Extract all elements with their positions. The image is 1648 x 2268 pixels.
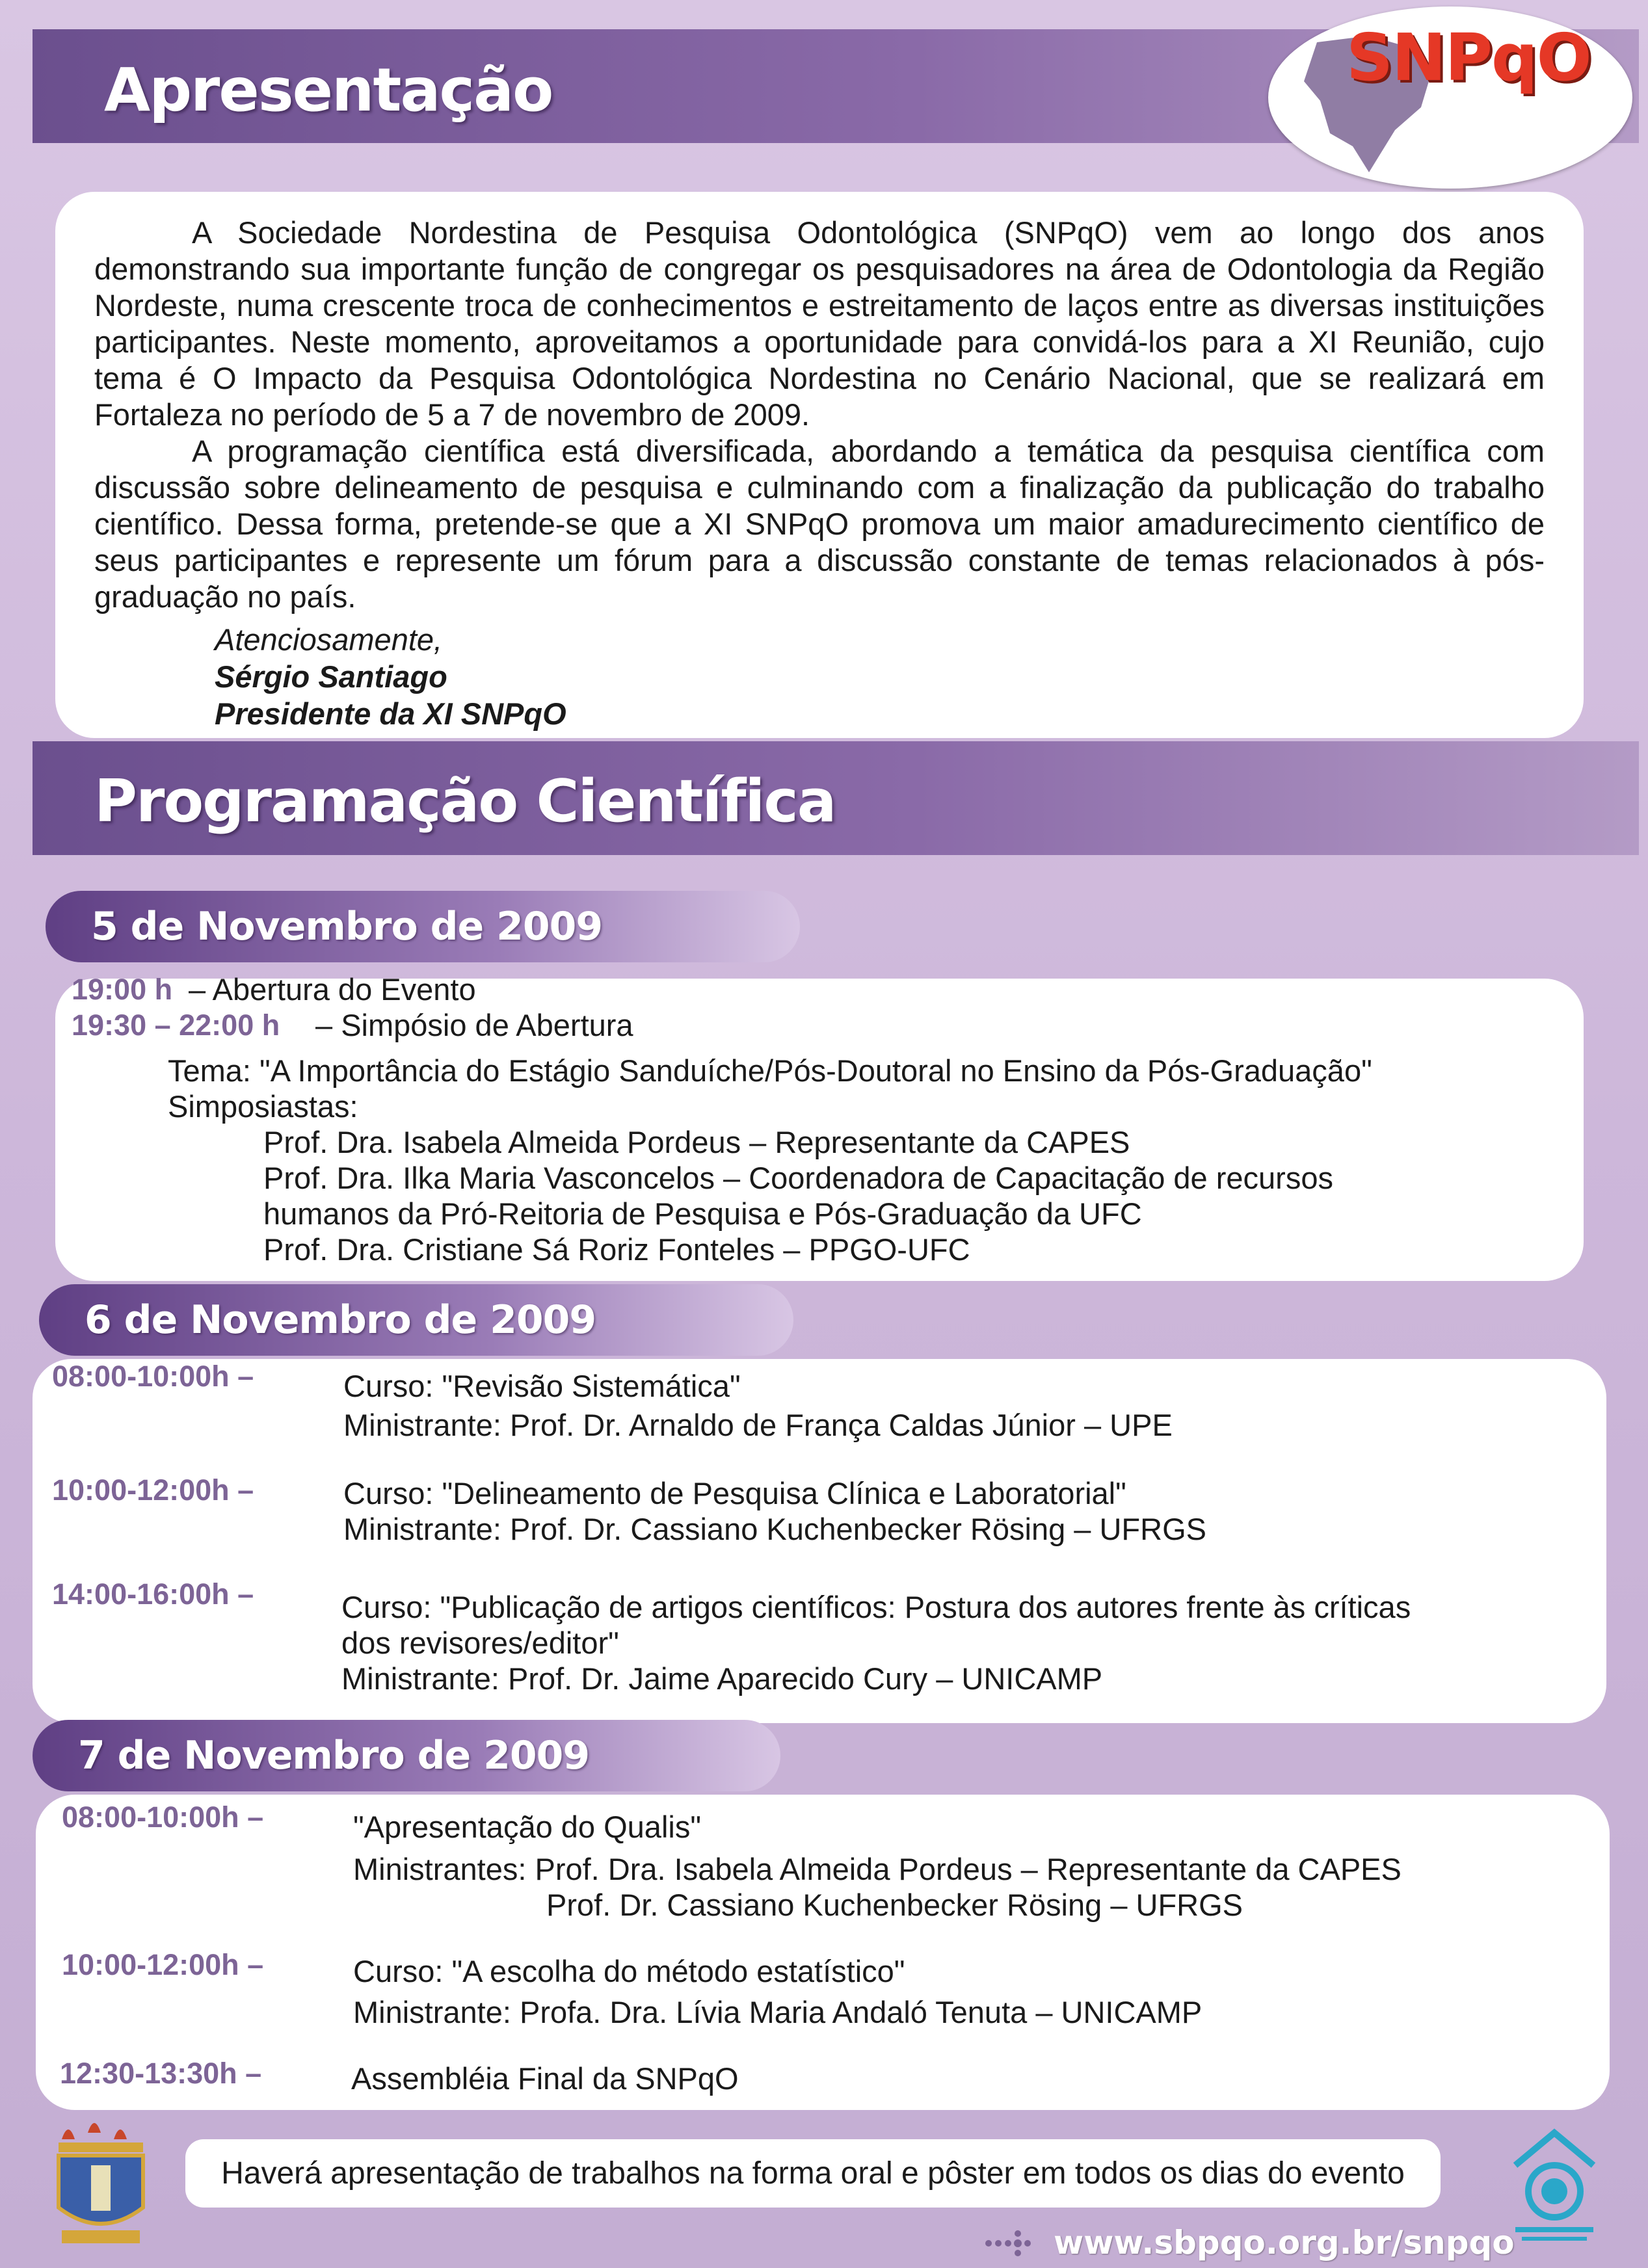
day3-course-2: Curso: "A escolha do método estatístico" bbox=[353, 1954, 905, 1988]
day3-minister-2: Ministrante: Profa. Dra. Lívia Maria Andaló Tenuta – UNICAMP bbox=[353, 1995, 1203, 2029]
intro-paragraph-1: A Sociedade Nordestina de Pesquisa Odontológica (SNPqO) vem ao longo dos anos demonstrando sua importante função de congregar os pesquisadores na área de Odontologia da Região Nordeste, numa crescente troca de conhecimentos e estreitamento de laços entre as diversas instituições participantes. Neste momento, aproveitamos a oportunidade para convidá-los para a XI Reunião, cujo tema é O Impacto da Pesquisa Odontológica Nordestina no Cenário Nacional, que se realizará em Fortaleza no período de 5 a 7 de novembro de 2009. bbox=[94, 215, 1545, 432]
day2-minister-1: Ministrante: Prof. Dr. Arnaldo de França Caldas Júnior – UPE bbox=[343, 1408, 1173, 1442]
logo-text: SNPqO bbox=[1346, 20, 1591, 96]
day1-item-2: – Simpósio de Abertura bbox=[315, 1008, 633, 1042]
day3-time-2: 10:00-12:00h – bbox=[62, 1948, 264, 1981]
day1-simposiastas-label: Simposiastas: bbox=[168, 1089, 358, 1124]
day1-time-1: 19:00 h bbox=[72, 973, 173, 1006]
day3-minister-1b: Prof. Dr. Cassiano Kuchenbecker Rösing – UFRGS bbox=[546, 1888, 1243, 1922]
university-crest-icon bbox=[46, 2113, 156, 2250]
day3-course-3: Assembléia Final da SNPqO bbox=[351, 2061, 739, 2096]
day3-card bbox=[36, 1795, 1610, 2110]
dots-icon bbox=[982, 2227, 1041, 2260]
footer-note: Haverá apresentação de trabalhos na forma oral e pôster em todos os dias do evento bbox=[185, 2139, 1441, 2208]
day3-date-pill: 7 de Novembro de 2009 bbox=[33, 1720, 780, 1791]
signer-name: Sérgio Santiago bbox=[215, 659, 447, 694]
program-title: Programação Científica bbox=[94, 767, 836, 836]
day1-date-pill: 5 de Novembro de 2009 bbox=[46, 891, 800, 962]
day2-minister-3: Ministrante: Prof. Dr. Jaime Aparecido Cury – UNICAMP bbox=[341, 1661, 1103, 1696]
day1-theme: Tema: "A Importância do Estágio Sanduíche/Pós-Doutoral no Ensino da Pós-Graduação" bbox=[168, 1053, 1372, 1088]
day2-course-1: Curso: "Revisão Sistemática" bbox=[343, 1369, 741, 1403]
day3-minister-1a: Ministrantes: Prof. Dra. Isabela Almeida Pordeus – Representante da CAPES bbox=[353, 1852, 1402, 1886]
day1-speaker-3: Prof. Dra. Cristiane Sá Roriz Fonteles – PPGO-UFC bbox=[263, 1232, 970, 1267]
day2-time-2: 10:00-12:00h – bbox=[52, 1473, 254, 1507]
closing-text: Atenciosamente, bbox=[215, 622, 443, 657]
day3-course-1: "Apresentação do Qualis" bbox=[353, 1810, 702, 1844]
day3-time-1: 08:00-10:00h – bbox=[62, 1800, 264, 1834]
day1-speaker-2a: Prof. Dra. Ilka Maria Vasconcelos – Coordenadora de Capacitação de recursos bbox=[263, 1161, 1333, 1195]
foundation-logo-icon bbox=[1509, 2126, 1600, 2250]
page-title: Apresentação bbox=[104, 55, 553, 125]
day2-course-3a: Curso: "Publicação de artigos científicos: Postura dos autores frente às críticas bbox=[341, 1590, 1411, 1624]
program-banner bbox=[33, 741, 1639, 855]
day2-course-2: Curso: "Delineamento de Pesquisa Clínica e Laboratorial" bbox=[343, 1476, 1126, 1510]
day1-time-2: 19:30 – 22:00 h bbox=[72, 1009, 280, 1042]
day1-item-1: – Abertura do Evento bbox=[189, 972, 476, 1007]
intro-paragraph-2: A programação científica está diversificada, abordando a temática da pesquisa científica com discussão sobre delineamento de pesquisa e culminando com a finalização da publicação do trabalho científico. Dessa forma, pretende-se que a XI SNPqO promova um maior amadurecimento científico de seus participantes e represente um fórum para a discussão constante de temas relacionados à pós-graduação no país. bbox=[94, 434, 1545, 614]
website-url: www.sbpqo.org.br/snpqo bbox=[1054, 2224, 1515, 2261]
day1-speaker-2b: humanos da Pró-Reitoria de Pesquisa e Pós-Graduação da UFC bbox=[263, 1196, 1142, 1231]
day3-time-3: 12:30-13:30h – bbox=[60, 2057, 262, 2090]
day2-time-1: 08:00-10:00h – bbox=[52, 1360, 254, 1393]
day1-speaker-1: Prof. Dra. Isabela Almeida Pordeus – Representante da CAPES bbox=[263, 1125, 1130, 1159]
day2-date-pill: 6 de Novembro de 2009 bbox=[39, 1284, 793, 1356]
day2-minister-2: Ministrante: Prof. Dr. Cassiano Kuchenbecker Rösing – UFRGS bbox=[343, 1512, 1206, 1546]
day2-course-3b: dos revisores/editor" bbox=[341, 1626, 619, 1660]
signer-role: Presidente da XI SNPqO bbox=[215, 696, 566, 731]
day2-time-3: 14:00-16:00h – bbox=[52, 1577, 254, 1611]
